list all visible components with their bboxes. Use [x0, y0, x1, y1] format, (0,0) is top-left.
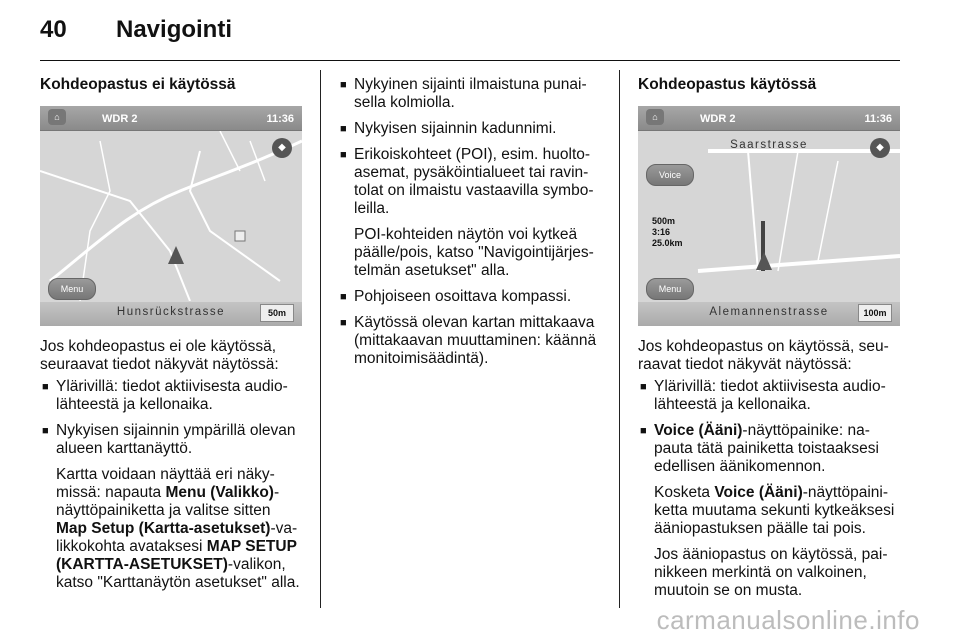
section-heading-guidance-on: Kohdeopastus käytössä [638, 76, 817, 93]
map-screenshot-guidance-off [40, 106, 302, 326]
column-2 [338, 76, 606, 376]
street-name: Hunsrückstrasse [116, 306, 226, 318]
clock-label: 11:36 [864, 113, 892, 125]
street-name: Alemannenstrasse [709, 306, 829, 318]
voice-status-paragraph: Jos ääniopastus on käytössä, pai-nikkeen merkintä on valkoinen, muutoin se on musta. [654, 546, 888, 599]
map-views-paragraph: Kartta voidaan näyttää eri näky-missä: napauta Menu (Valikko)-näyttöpainiketta ja valitse sitten Map Setup (Kartta-asetukset)-va-likkokohta avataksesi MAP SETUP (KARTTA-ASETUKSET)-valikon, katso "Karttanäytön asetukset" alla. [56, 466, 300, 591]
list-item: ■ Nykyisen sijainnin ympärillä olevan alueen karttanäyttö. [40, 422, 302, 458]
page-title: Navigointi [116, 16, 233, 43]
map-menu-button: Menu [646, 278, 694, 300]
voice-button: Voice [646, 164, 694, 186]
header-rule [40, 60, 900, 61]
list-item: ■ Voice (Ääni)-näyttöpainike: na-pauta tätä painiketta toistaaksesi edellisen äänikomennon. [638, 422, 902, 476]
current-position-icon [168, 246, 184, 264]
audio-source-label: WDR 2 [700, 113, 736, 125]
list-item: ■ Erikoiskohteet (POI), esim. huolto-asemat, pysäköintialueet tai ravin-tolat on ilmaistu vastaavilla symbo-leilla. [338, 146, 606, 218]
map-top-bar [40, 106, 302, 131]
home-icon: ⌂ [48, 109, 66, 125]
map-roads [40, 131, 302, 301]
column-divider-1 [320, 70, 321, 608]
watermark: carmanualsonline.info [656, 605, 920, 635]
clock-label: 11:36 [266, 113, 294, 125]
map-top-bar [638, 106, 900, 131]
list-item: ■ Käytössä olevan kartan mittakaava (mittakaavan muuttaminen: käännä monitoimisäädintä). [338, 314, 606, 368]
column-3 [638, 76, 902, 608]
column-divider-2 [619, 70, 620, 608]
list-item: ■ Nykyinen sijainti ilmaistuna punai-sella kolmiolla. [338, 76, 606, 112]
list-item: ■ Ylärivillä: tiedot aktiivisesta audio-lähteestä ja kellonaika. [638, 378, 902, 414]
intro-text: Jos kohdeopastus ei ole käytössä, seuraavat tiedot näkyvät näytössä: [40, 338, 279, 373]
compass-icon: ◆ [870, 138, 890, 158]
poi-paragraph: POI-kohteiden näytön voi kytkeä päälle/pois, katso "Navigointijärjes-telmän asetukset" alla. [354, 226, 594, 279]
list-item: ■ Nykyisen sijainnin kadunnimi. [338, 120, 606, 138]
map-scale: 100m [858, 304, 892, 322]
current-position-icon [756, 252, 772, 270]
map-menu-button: Menu [48, 278, 96, 300]
page-number: 40 [40, 16, 67, 43]
map-footer [40, 302, 302, 326]
route-info: 500m 3:16 25.0km [652, 216, 683, 248]
map-footer [638, 302, 900, 326]
map-screenshot-guidance-on [638, 106, 900, 326]
list-item: ■ Pohjoiseen osoittava kompassi. [338, 288, 606, 306]
voice-paragraph: Kosketa Voice (Ääni)-näyttöpaini-ketta muutama sekunti kytkeäksesi ääniopastuksen päälle tai pois. [654, 484, 895, 537]
home-icon: ⌂ [646, 109, 664, 125]
section-heading-guidance-off: Kohdeopastus ei käytössä [40, 76, 236, 93]
map-scale: 50m [260, 304, 294, 322]
column-1 [40, 76, 302, 600]
next-street-name: Saarstrasse [730, 139, 808, 151]
list-item: ■ Ylärivillä: tiedot aktiivisesta audio-lähteestä ja kellonaika. [40, 378, 302, 414]
audio-source-label: WDR 2 [102, 113, 138, 125]
intro-text: Jos kohdeopastus on käytössä, seu-raavat tiedot näkyvät näytössä: [638, 338, 889, 373]
compass-icon: ◆ [272, 138, 292, 158]
